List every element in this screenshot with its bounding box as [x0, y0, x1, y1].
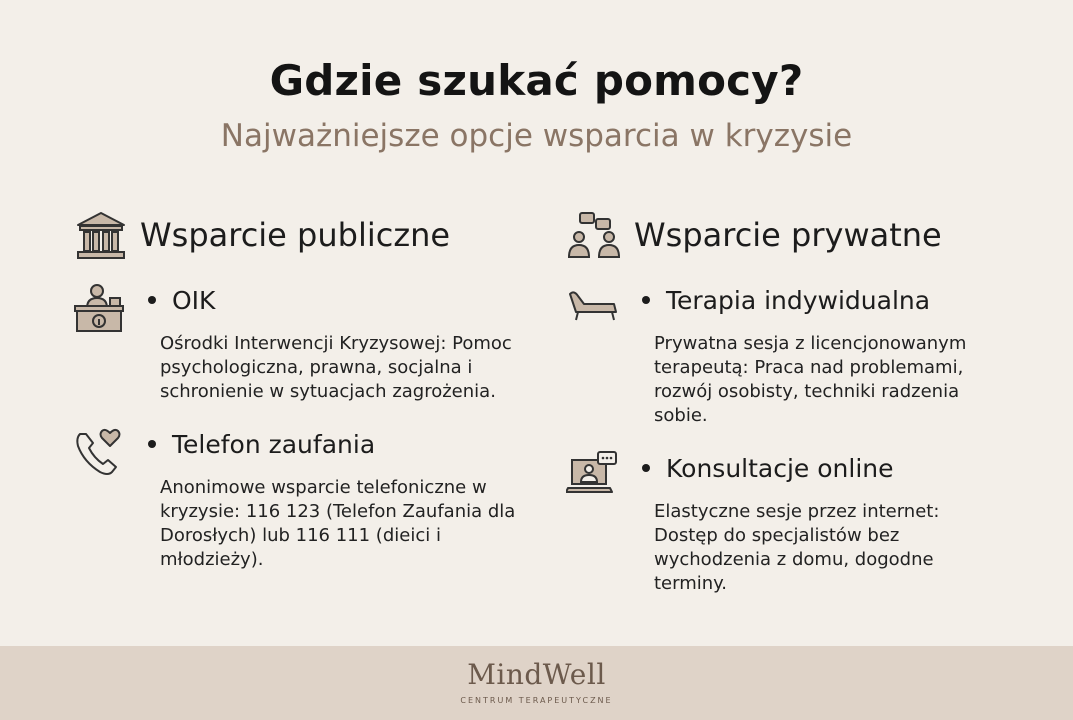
page-subtitle: Najważniejsze opcje wsparcia w kryzysie	[220, 118, 853, 154]
bullet	[148, 440, 156, 448]
reception-desk-icon	[72, 282, 126, 334]
list-item-konsultacje	[566, 450, 1036, 596]
list-item-oik	[72, 282, 542, 404]
item-title-telefon: Telefon zaufania	[172, 429, 376, 459]
item-title-oik: OIK	[172, 285, 216, 315]
item-description-oik: Ośrodki Interwencji Kryzysowej: Pomoc psychologiczna, prawna, socjalna i schronienie w sytuacjach zagrożenia.	[160, 333, 512, 402]
bullet	[642, 464, 650, 472]
phone-heart-icon	[72, 426, 126, 478]
item-description-terapia: Prywatna sesja z licencjonowanym terapeutą: Praca nad problemami, rozwój osobisty, techniki radzenia sobie.	[654, 333, 967, 426]
list-item-telefon-zaufania	[72, 426, 542, 572]
brand-logo: MindWell	[467, 658, 606, 691]
therapy-couch-icon	[566, 282, 620, 334]
private-support-header	[566, 200, 1036, 270]
bullet	[148, 296, 156, 304]
item-title-konsultacje: Konsultacje online	[666, 453, 894, 483]
page-title: Gdzie szukać pomocy?	[269, 56, 804, 105]
bullet	[642, 296, 650, 304]
building-icon	[72, 209, 130, 261]
list-item-terapia	[566, 282, 1036, 428]
public-support-column	[72, 200, 542, 572]
item-description-konsultacje: Elastyczne sesje przez internet: Dostęp do specjalistów bez wychodzenia z domu, dogodne terminy.	[654, 501, 940, 594]
public-support-heading: Wsparcie publiczne	[140, 216, 451, 254]
people-chat-icon	[566, 209, 624, 261]
private-support-column	[566, 200, 1036, 596]
public-support-header	[72, 200, 542, 270]
private-support-heading: Wsparcie prywatne	[634, 216, 942, 254]
laptop-video-icon	[566, 450, 620, 502]
item-title-terapia: Terapia indywidualna	[666, 285, 931, 315]
footer	[0, 646, 1073, 720]
brand-tagline: CENTRUM TERAPEUTYCZNE	[460, 696, 613, 705]
item-description-telefon: Anonimowe wsparcie telefoniczne w kryzysie: 116 123 (Telefon Zaufania dla Dorosłych) lub 116 111 (dieici i młodzieży).	[160, 477, 516, 570]
